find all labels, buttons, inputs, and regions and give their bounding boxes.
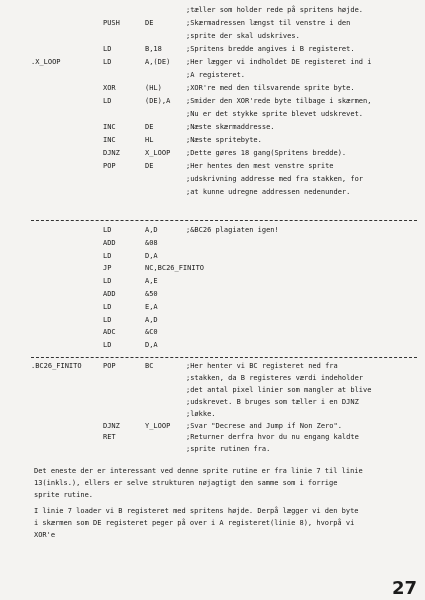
- code-line: [0, 43, 425, 56]
- code-line: [0, 237, 425, 250]
- code-comment: ;XOR're med den tilsvarende sprite byte.: [186, 84, 355, 92]
- code-opcode: ADC: [103, 328, 116, 337]
- code-line: [0, 56, 425, 69]
- code-opcode: ADD: [103, 290, 116, 298]
- code-operand: BC: [145, 362, 154, 370]
- code-comment: ;at kunne udregne addressen nedenunder.: [186, 188, 351, 196]
- code-comment: ;stakken, da B registeres værdi indeholder: [186, 373, 364, 382]
- code-comment: ;Dette gøres 18 gang(Spritens bredde).: [186, 149, 347, 157]
- code-comment: ;Nu er det stykke sprite blevet udskrevet.: [186, 110, 364, 118]
- code-opcode: LD: [103, 277, 112, 286]
- code-operand: A,E: [145, 277, 158, 286]
- code-operand: NC,BC26_FINITO: [145, 264, 205, 273]
- code-comment: ;løkke.: [186, 409, 216, 418]
- code-comment: ;sprite rutinen fra.: [186, 445, 271, 454]
- code-opcode: XOR: [103, 84, 116, 92]
- code-opcode: ADD: [103, 238, 116, 247]
- code-line: [0, 147, 425, 160]
- code-opcode: JP: [103, 264, 112, 273]
- code-line: [0, 314, 425, 327]
- separator-line-bottom: [31, 357, 417, 358]
- code-opcode: LD: [103, 251, 112, 260]
- code-operand: Y_LOOP: [145, 421, 171, 430]
- code-label: .BC26_FINITO: [31, 362, 82, 370]
- code-comment: ;det antal pixel linier som mangler at blive: [186, 385, 372, 394]
- code-opcode: LD: [103, 302, 112, 311]
- code-opcode: DJNZ: [103, 149, 120, 157]
- code-opcode: RET: [103, 433, 116, 442]
- code-comment: ;Svar "Decrese and Jump if Non Zero".: [186, 421, 342, 430]
- code-comment: ;A registeret.: [186, 71, 246, 79]
- code-line: [0, 121, 425, 134]
- code-line: [0, 108, 425, 121]
- code-operand: DE: [145, 19, 154, 27]
- code-line: [0, 301, 425, 314]
- code-opcode: LD: [103, 341, 112, 350]
- code-opcode: PUSH: [103, 19, 120, 27]
- code-opcode: INC: [103, 136, 116, 144]
- code-operand: B,18: [145, 45, 162, 53]
- code-line: [0, 443, 425, 456]
- code-line: [0, 30, 425, 43]
- code-opcode: LD: [103, 97, 112, 105]
- code-line: [0, 186, 425, 199]
- code-opcode: LD: [103, 58, 112, 66]
- code-operand: A,D: [145, 315, 158, 324]
- code-operand: &08: [145, 238, 158, 247]
- code-operand: &C0: [145, 328, 158, 337]
- code-opcode: LD: [103, 45, 112, 53]
- code-operand: X_LOOP: [145, 149, 171, 157]
- code-line: [0, 82, 425, 95]
- code-comment: ;Næste skærmaddresse.: [186, 123, 275, 131]
- code-operand: E,A: [145, 302, 158, 311]
- code-comment: ;Returner derfra hvor du nu engang kaldte: [186, 433, 359, 442]
- code-line: [0, 173, 425, 186]
- code-comment: ;Her lægger vi indholdet DE registeret ind i: [186, 58, 372, 66]
- code-line: [0, 69, 425, 82]
- code-comment: ;Næste spritebyte.: [186, 136, 262, 144]
- code-opcode: DJNZ: [103, 421, 120, 430]
- code-line: [0, 160, 425, 173]
- code-opcode: LD: [103, 315, 112, 324]
- code-comment: ;Smider den XOR'rede byte tilbage i skærmen,: [186, 97, 372, 105]
- page-number: 27: [392, 578, 418, 599]
- code-comment: ;Skærmadressen længst til venstre i den: [186, 19, 351, 27]
- code-opcode: POP: [103, 162, 116, 170]
- code-operand: &50: [145, 290, 158, 298]
- code-operand: DE: [145, 123, 154, 131]
- code-comment: ;Spritens bredde angives i B registeret.: [186, 45, 355, 53]
- code-operand: A,D: [145, 226, 158, 234]
- code-label: .X_LOOP: [31, 58, 61, 66]
- code-operand: D,A: [145, 341, 158, 350]
- code-comment: ;sprite der skal udskrives.: [186, 32, 300, 40]
- code-line: [0, 339, 425, 352]
- code-line: [0, 262, 425, 275]
- code-operand: A,(DE): [145, 58, 171, 66]
- code-opcode: INC: [103, 123, 116, 131]
- code-line: [0, 17, 425, 30]
- code-comment: ;Her henter vi BC registeret ned fra: [186, 362, 338, 370]
- code-operand: (HL): [145, 84, 162, 92]
- code-operand: HL: [145, 136, 154, 144]
- separator-line-top: [31, 220, 417, 221]
- code-comment: ;&BC26 plagiaten igen!: [186, 226, 279, 234]
- code-opcode: POP: [103, 362, 116, 370]
- paragraph-1: Det eneste der er interessant ved denne sprite rutine er fra linie 7 til linie 13(inkls.), ellers er selve strukturen nøjagtigt den samme som i forrige sprite rutine.: [34, 467, 363, 499]
- code-line: [0, 95, 425, 108]
- code-line: [0, 134, 425, 147]
- code-operand: (DE),A: [145, 97, 171, 105]
- code-comment: ;udskrivning addresse med fra stakken, for: [186, 175, 364, 183]
- code-comment: ;Her hentes den mest venstre sprite: [186, 162, 334, 170]
- code-opcode: LD: [103, 226, 112, 234]
- code-line: [0, 4, 425, 17]
- code-line: [0, 275, 425, 288]
- code-line: [0, 288, 425, 301]
- paragraph-2: I linie 7 loader vi B registeret med spritens højde. Derpå lægger vi den byte i skærmen som DE registeret peger på over i A registeret(linie 8), hvorpå vi XOR'e: [34, 507, 359, 539]
- code-comment: ;udskrevet. B bruges som tæller i en DJNZ: [186, 397, 359, 406]
- code-operand: D,A: [145, 251, 158, 260]
- code-line: [0, 224, 425, 237]
- code-operand: DE: [145, 162, 154, 170]
- code-comment: ;tæller som holder rede på spritens højde.: [186, 6, 364, 14]
- code-line: [0, 250, 425, 263]
- code-line: [0, 326, 425, 339]
